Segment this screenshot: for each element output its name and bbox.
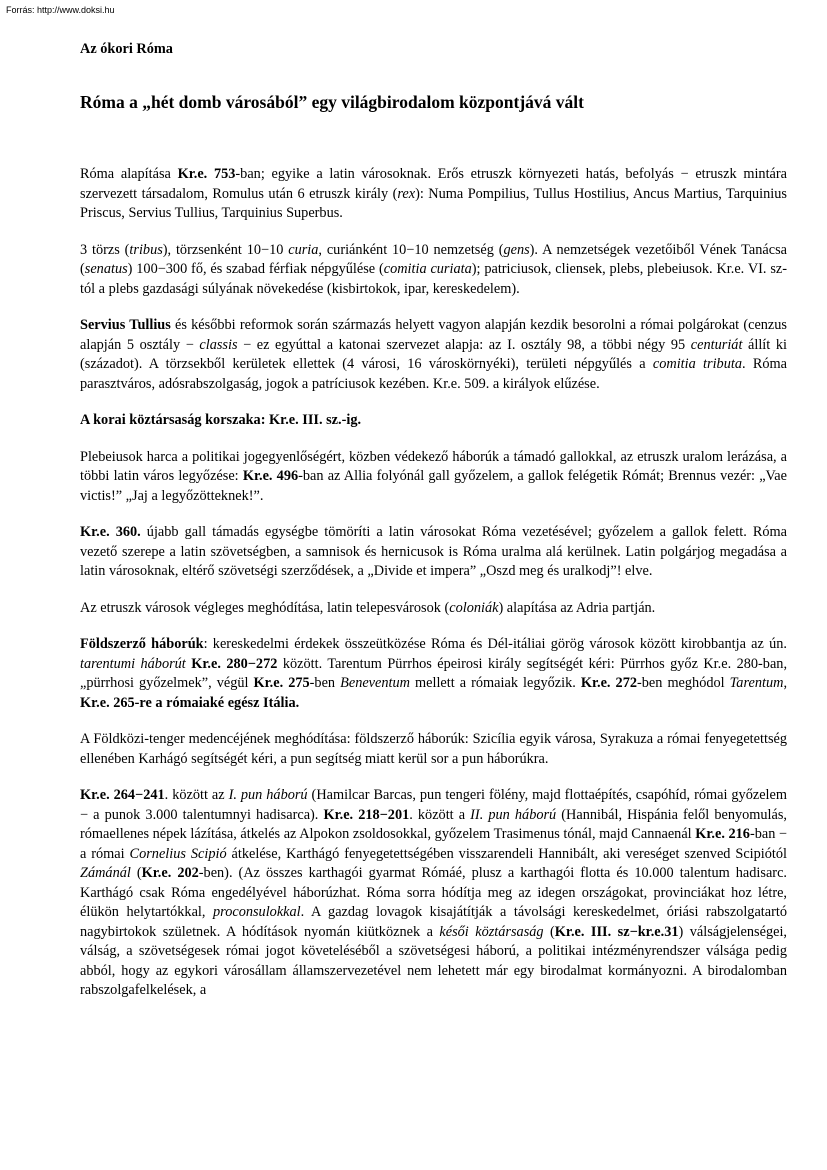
paragraph-punic-wars: Kr.e. 264−241. között az I. pun háború (Hamilcar Barcas, pun tengeri fölény, majd flottaépítés, csapóhíd, római győzelem − a punok 3.000 talentumnyi hadisarca). Kr.e. 218−201. között a II. pun háború (Hannibál, Hispánia felől benyomulás, rómaellenes népek lázítása, átkelés az Alpokon zsoldosokkal, győzelem Trasimenus tónál, majd Cannaenál Kr.e. 216-ban − a római Cornelius Scipió átkelése, Karthágó fenyegetettségében visszarendeli Hannibált, aki vereséget szenved Scipiótól Zámánál (Kr.e. 202-ben). (Az összes karthagói gyarmat Rómáé, plusz a karthagói flotta és 10.000 talentum hadisarc. Karthágó csak Róma engedélyével háborúzhat. Róma sorra hódítja meg az idegen országokat, provinciákat hoz létre, élükön helytartókkal, proconsulokkal. A gazdag lovagok kisajátítják a távolsági kereskedelmet, óriási rabszolgatartó nagybirtokok születnek. A hódítások nyomán kiütköznek a késői köztársaság (Kr.e. III. sz−kr.e.31) válságjelenségei, válság, a szövetségesek római jogot követeléséből a szövetségesi háború, a politikai intézményrendszer válsága pedig abból, hogy az egykori városállam államszervezetével nem lehetett már egy birodalmat kormányozni. A birodalomban rabszolgafelkelések, a (80, 787, 787, 998)
main-heading: Róma a „hét domb városából” egy világbirodalom központjává vált (80, 92, 584, 112)
paragraph-etruscan-conquest: Az etruszk városok végleges meghódítása, latin telepesvárosok (coloniák) alapítása az Adria partján. (80, 599, 656, 616)
paragraph-tribes: 3 törzs (tribus), törzsenként 10−10 curia, curiánként 10−10 nemzetség (gens). A nemzetségek vezetőiből Vének Tanácsa (senatus) 100−300 fő, és szabad férfiak népgyűlése (comitia curiata); patriciusok, cliensek, plebs, plebeiusok. Kr.e. VI. sz-tól a plebs gazdasági súlyának növekedése (kisbirtokok, ipar, kereskedelem). (80, 241, 787, 297)
paragraph-mediterranean: A Földközi-tenger medencéjének meghódítása: földszerző háborúk: Szicília egyik városa, Syrakuza a római fenyegetettség ellenében Karhágó segítségét kéri, a pun segítség miatt kerül sor a pun háborúkra. (80, 731, 787, 767)
paragraph-plebeians: Plebeiusok harca a politikai jogegyenlőségért, közben védekező háborúk a támadó gallokkal, az etruszk uralom lerázása, a többi latin város legyőzése: Kr.e. 496-ban az Allia folyónál gall győzelem, a gallok felégetik Rómát; Brennus vezér: „Vae victis!” „Jaj a legyőzötteknek!”. (80, 448, 787, 504)
paragraph-gallic-attack: Kr.e. 360. újabb gall támadás egységbe tömöríti a latin városokat Róma vezetésével; győzelem a gallok felett. Róma vezető szerepe a latin szövetségben, a samnisok és hernicusok is Róma uralma alá kerülnek. Latin polgárjog megadása a latin városoknak, eltérő szövetségi szerződések, a „Divide et impera” „Oszd meg és uralkodj”! elve. (80, 524, 787, 579)
document-title: Az ókori Róma (80, 41, 173, 57)
paragraph-founding: Róma alapítása Kr.e. 753-ban; egyike a latin városoknak. Erős etruszk környezeti hatás, befolyás − etruszk mintára szervezett társadalom, Romulus után 6 etruszk király (rex): Numa Pompilius, Tullus Hostilius, Ancus Martius, Tarquinius Priscus, Servius Tullius, Tarquinius Superbus. (80, 166, 787, 221)
section-heading-early-republic: A korai köztársaság korszaka: Kr.e. III. sz.-ig. (80, 412, 362, 428)
paragraph-servius-tullius: Servius Tullius és későbbi reformok során származás helyett vagyon alapján kezdik besorolni a római polgárokat (cenzus alapján 5 osztály − classis − ez egyúttal a katonai szervezet alapja: az I. osztály 98, a többi négy 95 centuriát állít ki (századot). A törzsekből kerületek ellettek (4 városi, 16 városkörnyéki), területi népgyűlés a comitia tributa. Róma parasztváros, adósrabszolgaság, jogok a patríciusok kezében. Kr.e. 509. a királyok elűzése. (80, 317, 787, 392)
source-url-label: Forrás: http://www.doksi.hu (6, 5, 115, 15)
document-page (80, 40, 787, 1001)
paragraph-land-wars: Földszerző háborúk: kereskedelmi érdekek összeütközése Róma és Dél-itáliai görög városok között kirobbantja az ún. tarentumi háborút Kr.e. 280−272 között. Tarentum Pürrhos épeirosi király segítségét kéri: Pürrhos győz Kr.e. 280-ban, „pürrhosi győzelmek”, végül Kr.e. 275-ben Beneventum mellett a rómaiak legyőzik. Kr.e. 272-ben meghódol Tarentum, Kr.e. 265-re a rómaiaké egész Itália. (80, 636, 788, 711)
